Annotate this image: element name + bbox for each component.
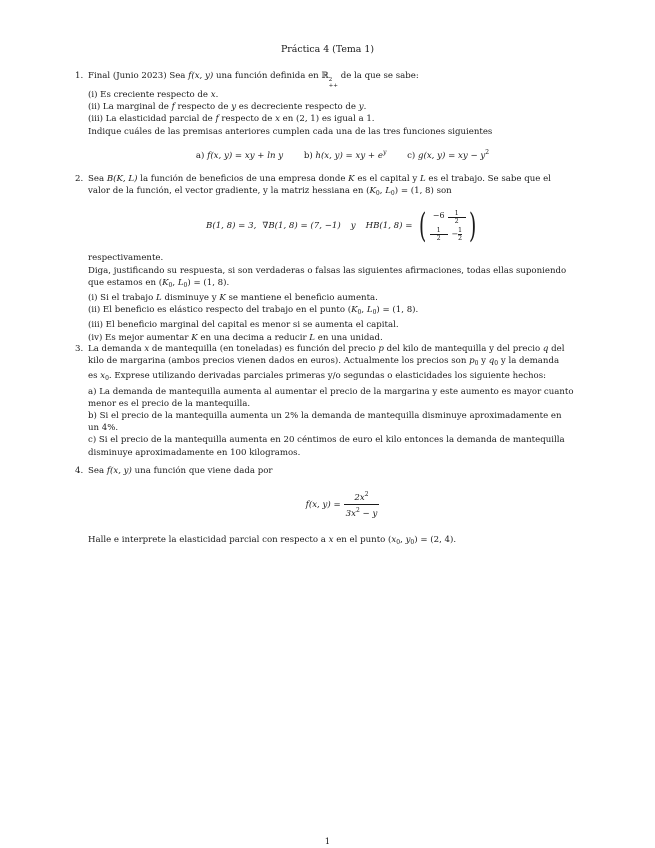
fact-c-line-2: disminuye aproximadamente en 100 kilogramos. [88, 447, 301, 458]
fact-a-line-1: a) La demanda de mantequilla aumenta al aumentar el precio de la margarina y este aumento es mayor cuanto [88, 386, 574, 397]
problem-number: 4. [75, 466, 84, 476]
fact-b-line-2: un 4%. [88, 423, 119, 434]
problem-4 [75, 465, 597, 549]
option-c: c) g(x, y) = xy − $y^2$ [407, 148, 490, 161]
problem-2-instruction: Diga, justificando su respuesta, si son verdaderas o falsas las siguientes afirmaciones, todas ellas suponiendo [88, 265, 567, 276]
option-b: b) h(x, y) = xy + $e^y$ [303, 148, 387, 161]
problem-2-line-1: Sea B(K, L) la función de beneficios de una empresa donde K es el capital y L es el trabajo. Se sabe que el [88, 174, 551, 184]
hessian-matrix: ( −6 $\frac{1}{2}$ $\frac{1}{2}$ − $\frac{1}{2}$ ) [419, 206, 476, 247]
problem-number: 3. [75, 344, 84, 354]
problem-2-instruction-2: que estamos en ($K_0$, $L_0) = (1$, 8). [88, 277, 230, 289]
fact-a-line-2: menor es el precio de la mantequilla. [88, 398, 251, 409]
problem-3-line-1: La demanda x de mantequilla (en toneladas) es función del precio p del kilo de mantequilla y del precio q del [88, 344, 565, 354]
fact-b-line-1: b) Si el precio de la mantequilla aumenta un 2% la demanda de mantequilla disminuye aproximadamente en [88, 411, 562, 422]
problem-4-question: Halle e interprete la elasticidad parcial con respecto a x en el punto ($x_0$, $y_0) = (2$, 4). [88, 535, 457, 547]
problem-2 [75, 173, 597, 344]
premise-i: (i) Es creciente respecto de x. [88, 90, 219, 100]
problem-4-intro: Sea f(x, y) una función que viene dada por [88, 466, 273, 476]
problem-3-line-2: kilo de margarina (ambos precios vienen dados en euros). Actualmente los precios son $p_0$ y $q_0$ y la demanda [88, 356, 560, 368]
problem-number: 1. [75, 71, 84, 81]
statement-iv: (iv) Es mejor aumentar K en una decima a reducir L en una unidad. [88, 332, 383, 343]
function-definition: f(x, y) = $2x^2$ $3x^2 - y$ [305, 491, 378, 520]
statement-ii: (ii) El beneficio es elástico respecto del trabajo en el punto ($K_0$, $L_0) = (1$, 8). [88, 305, 419, 317]
problem-1-intro: Final (Junio 2023) Sea f(x, y) una función definida en ℝ 2 ++ de la que se sabe: [88, 71, 419, 89]
premise-iii: (iii) La elasticidad parcial de f respecto de x en (2, 1) es igual a 1. [88, 114, 375, 125]
statement-iii: (iii) El beneficio marginal del capital es menor si se aumenta el capital. [88, 320, 399, 331]
problem-3-line-3: es $x_0$. Exprese utilizando derivadas parciales primeras y/o segundas o elasticidades los siguiente hechos: [88, 371, 547, 383]
problem-1-question: Indique cuáles de las premisas anteriores cumplen cada una de las tres funciones siguientes [88, 126, 493, 137]
option-a: a) f(x, y) = xy + ln y [195, 150, 284, 161]
given-values-equation: B(1, 8) = 3, ∇B(1, 8) = (7, −1) y HB(1, 8) = ( −6 $\frac{1}{2}$ $\frac{1}{2}$ − $\frac{1}{2}$ ) [88, 206, 597, 246]
statement-i: (i) Si el trabajo L disminuye y K se mantiene el beneficio aumenta. [88, 293, 378, 304]
problem-3 [75, 343, 597, 459]
premise-ii: (ii) La marginal de f respecto de y es decreciente respecto de y. [88, 102, 367, 113]
problem-1 [75, 70, 597, 162]
problem-2-respectively: respectivamente. [88, 253, 164, 264]
fact-c-line-1: c) Si el precio de la mantequilla aumenta en 20 céntimos de euro el kilo entonces la demanda de mantequilla [88, 435, 565, 446]
problem-number: 2. [75, 174, 84, 184]
page-number: 1 [324, 837, 331, 847]
page-title: Práctica 4 (Tema 1) [281, 44, 374, 55]
function-options [88, 147, 597, 162]
problem-2-line-2: valor de la función, el vector gradiente, y la matriz hessiana en ($K_0$, $L_0) = (1$, 8) son [88, 186, 452, 198]
